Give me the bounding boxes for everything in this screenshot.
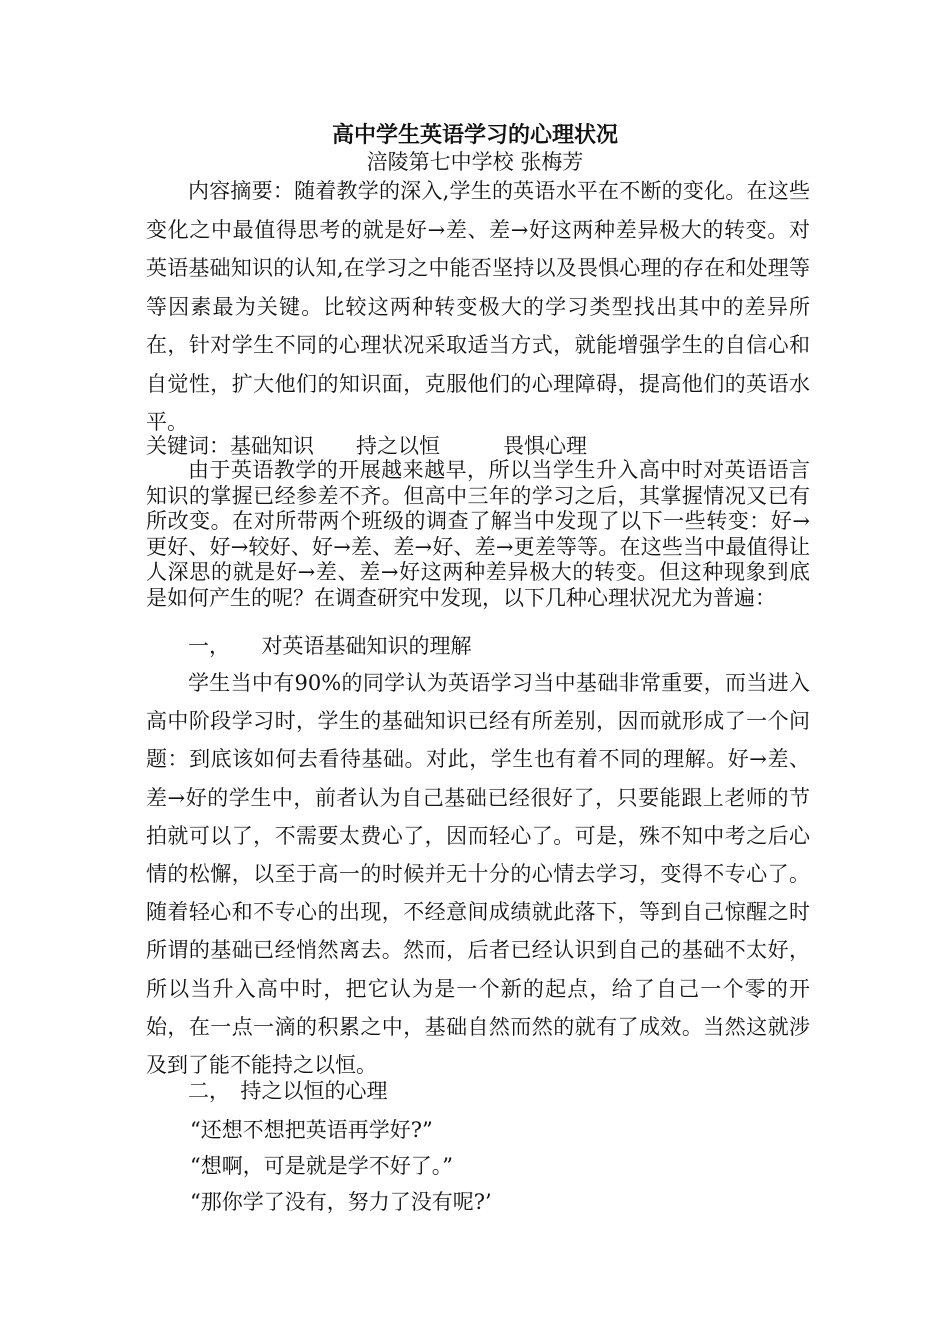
dialog-line: “想啊，可是就是学不好了。” [190, 1154, 453, 1178]
abstract-paragraph: 内容摘要：随着教学的深入,学生的英语水平在不断的变化。在这些变化之中最值得思考的就是好→差、差→好这两种差异极大的转变。对英语基础知识的认知,在学习之中能否坚持以及畏惧心理的存在和处理等等因素最为关键。比较这两种转变极大的学习类型找出其中的差异所在，针对学生不同的心理状况采取适当方式，就能增强学生的自信心和自觉性，扩大他们的知识面，克服他们的心理障碍，提高他们的英语水平。 [146, 179, 810, 434]
dialog-line: “那你学了没有，努力了没有呢?’ [190, 1190, 492, 1214]
author-line: 涪陵第七中学校 张梅芳 [366, 150, 584, 174]
dialog-line: “还想不想把英语再学好?” [190, 1118, 433, 1142]
keywords-line: 关键词：基础知识 持之以恒 畏惧心理 [146, 434, 587, 458]
document-title: 高中学生英语学习的心理状况 [331, 122, 618, 148]
section-2-heading: 二， 持之以恒的心理 [188, 1079, 388, 1103]
section-1-heading: 一， 对英语基础知识的理解 [188, 634, 472, 658]
section-1-body: 学生当中有90%的同学认为英语学习当中基础非常重要，而当进入高中阶段学习时，学生的基础知识已经有所差别，因而就形成了一个问题：到底该如何去看待基础。对此，学生也有着不同的理解。好→差、差→好的学生中，前者认为自己基础已经很好了，只要能跟上老师的节拍就可以了，不需要太费心了，因而轻心了。可是，殊不知中考之后心情的松懈，以至于高一的时候并无十分的心情去学习，变得不专心了。随着轻心和不专心的出现，不经意间成绩就此落下，等到自己惊醒之时所谓的基础已经悄然离去。然而，后者已经认识到自己的基础不太好，所以当升入高中时，把它认为是一个新的起点，给了自己一个零的开始，在一点一滴的积累之中，基础自然而然的就有了成效。当然这就涉及到了能不能持之以恒。 [146, 671, 810, 1078]
dialog-block [146, 1112, 810, 1220]
intro-paragraph: 由于英语教学的开展越来越早，所以当学生升入高中时对英语语言知识的掌握已经参差不齐。但高中三年的学习之后，其掌握情况又已有所改变。在对所带两个班级的调查了解当中发现了以下一些转变：好→更好、好→较好、好→差、差→好、差→更差等等。在这些当中最值得让人深思的就是好→差、差→好这两种差异极大的转变。但这种现象到底是如何产生的呢？在调查研究中发现，以下几种心理状况尤为普遍： [146, 458, 810, 610]
